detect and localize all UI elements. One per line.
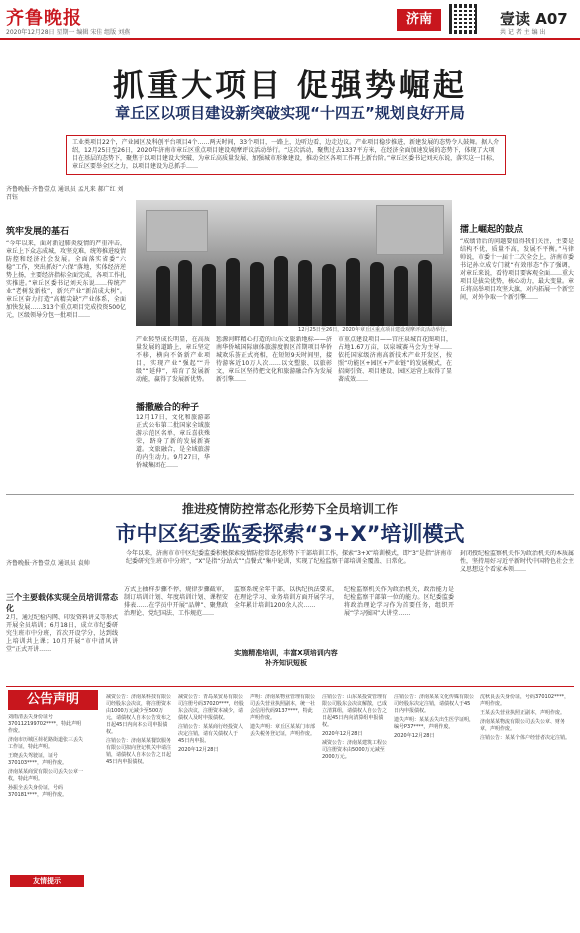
photo-person xyxy=(370,262,384,326)
second-inner-title: 实施精准培训，丰富X项培训内容补齐知识短板 xyxy=(234,649,338,667)
photo-person xyxy=(394,266,408,326)
second-col2-text: 方式上抽样步骤不停，规律步骤截审，制订培训计划、年度培训计划、课程安排表……在学员中开展“品牌”、聚焦政治理论、党纪国法、工作规范…… xyxy=(124,586,228,617)
notice-item: 沈秋良丢失身份证，号码370102****，声明作废。 xyxy=(480,694,570,707)
photo-person xyxy=(298,260,312,326)
photo-person xyxy=(178,260,192,326)
main-col3-text: 惩源河畔精心打造的山东文旅新地标——济南华侨城国际康体旅游度假区首期项目华侨城欢乐荟正式亮相，在短短9天时间里，接待游客近10万人次……以文塑旅、以旅彰文，章丘区坚持把文化和旅游融合作为发展新引擎…… xyxy=(216,336,332,383)
second-byline: 齐鲁晚报·齐鲁壹点 通讯员 袁帅 xyxy=(6,560,90,567)
main-col1-title: 筑牢发展的基石 xyxy=(6,227,70,237)
friendly-tip-label: 友情提示 xyxy=(10,875,84,887)
photo-person xyxy=(156,266,170,326)
notice-item: 减资公告：济南某建筑工程公司注册资本由5000万元减至2000万元。 xyxy=(322,740,388,760)
news-photo xyxy=(136,200,452,326)
notice-column xyxy=(106,694,172,930)
photo-person xyxy=(274,256,288,326)
notice-item: 2020年12月28日 xyxy=(322,731,363,737)
second-headline-pre: 推进疫情防控常态化形势下全员培训工作 xyxy=(181,502,398,516)
notice-item: 济南某某物流有限公司丢失公章、财务章，声明作废。 xyxy=(480,719,566,732)
main-subhead: 章丘区以项目建设新突破实现“十四五”规划良好开局 xyxy=(115,104,465,122)
photo-person xyxy=(250,262,264,326)
page-number: 壹读 A07 xyxy=(500,10,568,28)
second-col1-text: 2月，通过纪检内网、印发资料讲义等形式开展全员培训；6月18日，成立市纪委研究生班市中分班，首次开设学分，达到线上培训共上课；10月开展“市中清风讲堂”正式开讲…… xyxy=(6,614,118,653)
section-tag: 济南 xyxy=(397,9,441,31)
notice-column xyxy=(178,694,244,930)
notice-item: 注销公告：某某个体户经营者决定注销。 xyxy=(480,735,571,741)
notice-title: 公告声明 xyxy=(8,690,98,710)
main-byline: 齐鲁晚报·齐鲁壹点 通讯员 孟凡来 郝广红 刘召钰 xyxy=(6,186,124,201)
main-headline: 抓重大项目 促强势崛起 xyxy=(113,68,467,104)
notice-item: 注销公告：某某商行经投资人决定注销，请有关债权人于45日内申报。 xyxy=(178,724,244,744)
notice-item: 王晓丢失驾驶证，证号370103****，声明作废。 xyxy=(8,753,68,766)
notice-item: 减资公告：济南某科技有限公司经股东会决议，将注册资本由1000万元减少至500万元，请债权人自本公告发布之日起45日内向本公司申报债权。 xyxy=(106,694,172,735)
main-col4-text: 市重点建设项目——宫庄泉城百花图项目，占地1.67万亩，以泉城赛马会为主导……依托国家级济南高新技术产业开发区，按照“功能区+园区+产业链”的发展模式，在招商引资、项目建设、园区运营上取得了显著成效…… xyxy=(338,336,452,383)
main-lead-box: 工业类项目22个，产业园区及科创平台项目4个……两天时间，33个项目，一路上，边听边看，边走边议。产业项目稳步推进，新建发展的态势令人鼓舞。据人介绍，12月25日至26日，2020年济南市章丘区重点项目建设观摩评议活动举行。“这次活动，聚焦过去1337平方米，在经济全面加速发展的态势下，体现了大项目在基层的态势下，聚焦于以项目建设大突破、为章丘高质量发展、加强城市形象建设，推动全区各项工作再上新台阶。”章丘区委书记刘天东说，落实这一目标，章丘区要举全区之力，以项目建设为总抓手…… xyxy=(66,135,506,175)
main-col5-title: 擂上崛起的鼓点 xyxy=(460,225,524,235)
notice-item: 2020年12月28日 xyxy=(178,747,219,753)
notice-item: 遗失声明：章丘区某某门市部丢失税务登记证，声明作废。 xyxy=(250,724,316,737)
section-divider xyxy=(6,494,574,495)
photo-person xyxy=(322,264,336,326)
photo-building xyxy=(376,205,444,255)
notice-column xyxy=(480,694,574,930)
notice-divider xyxy=(6,686,574,687)
notice-item: 2020年12月28日 xyxy=(394,733,435,739)
notice-item: 济南某某商贸有限公司丢失公章一枚，特此声明。 xyxy=(8,769,84,782)
editor-line: 共 记 者 主 编 出 xyxy=(500,29,546,36)
photo-building xyxy=(146,210,208,252)
dateline: 2020年12月28日 星期一 编辑 宋佳 组版 刘燕 xyxy=(6,29,131,36)
notice-item: 刘雨清丢失身份证号370112199702****，特此声明作废。 xyxy=(8,714,82,734)
main-col2-text: 产业转型成长明显，在高质量发展的道路上，章丘坚定不移，横向不备新产业项目，实现产业“强起”“升级”“延伸”，培育了发展新动能，赢得了发展新优势。 xyxy=(136,336,210,383)
second-col5-text: 封闭授纪检监察机关作为政治机关的本质属性，坚持用好习近平新时代中国特色社会主义思想这个看家本领…… xyxy=(460,550,574,573)
main-col2-title: 播撒融合的种子 xyxy=(136,403,200,413)
photo-person xyxy=(226,258,240,326)
notice-item: 济南市历城区荷花路街道张三丢失工作证，特此声明。 xyxy=(8,737,84,750)
second-lead: 今年以来，济南市市中区纪委监委积极探索疫情防控常态化形势下干部培训工作，探索“3+X”培训模式，即“3”是指“济南市纪委研究生班市中分班”，“X”是指“分站式”“点餐式”集中轮训，实现了纪检监察干部培训全覆盖、日常化。 xyxy=(126,550,453,565)
notice-item: 声明：济南某物业管理有限公司丢失营业执照副本，统一社会信用代码9137****，特此声明作废。 xyxy=(250,694,316,721)
photo-caption: 12月25日至26日，2020年章丘区重点项目建设观摩评议活动举行。 xyxy=(298,327,450,333)
notice-column xyxy=(322,694,388,930)
notice-column xyxy=(250,694,316,930)
notice-item: 注销公告：山东某投资管理有限公司股东会决议解散，已成立清算组，请债权人自公告之日起45日内向清算组申报债权。 xyxy=(322,694,388,728)
notice-column xyxy=(394,694,474,930)
photo-person xyxy=(418,260,432,326)
photo-person xyxy=(202,264,216,326)
second-col4-text: 纪检监察机关作为政治机关，政治能力是纪检监察干部第一位的能力。区纪委监委将政治理论学习作为首要任务，组织开展“学习强国”大讲堂…… xyxy=(344,586,454,617)
second-col1-title: 三个主要载体实现全员培训常态化 xyxy=(6,593,118,613)
notice-item: 注销公告：济南某某文化传媒有限公司经股东决定注销，请债权人于45日内申报债权。 xyxy=(394,694,474,714)
notice-column xyxy=(8,714,84,870)
notice-item: 孙振全丢失身份证，号码370181****，声明作废。 xyxy=(8,785,68,798)
newspaper-logo: 齐鲁晚报 xyxy=(6,8,82,29)
main-col5-text: “成绩背后的问题要值得我们关注，主要是结构不优，质量不高，发展不平衡。”马律帅说，市委十一届十二次全会上，济南市委书记孙立成专门就“有效形态”作了强调，对章丘来说，看待项目要客观全面……重大项目是拔尖优势，核心动力，最大变量。章丘将高举项目攻坚大旗，对内拓展一个新空间，对外争取一个新引擎…… xyxy=(460,238,574,301)
main-col2-text2: 12月17日，文化和旅游部正式公布第二批国家全域旅游示范区名单，章丘喜获殊荣，跻身了新的发展新赛道。文旅融合，是全域旅游的内生动力。9月27日，华侨城集团在…… xyxy=(136,414,210,469)
second-col3-text: 监察系统全年干部，以执纪执法要求，在理论学习、业务培训方面开展学习，全年累计培训1200余人次…… xyxy=(234,586,338,609)
photo-person xyxy=(346,258,360,326)
qr-code-pattern xyxy=(453,8,475,30)
notice-item: 遗失声明：某某丢失出生医学证明，编号P37****，声明作废。 xyxy=(394,717,474,730)
notice-item: 注销公告：济南某某餐饮服务有限公司拟向登记机关申请注销，请债权人自本公告之日起45日内申报债权。 xyxy=(106,738,172,765)
main-col1-text: “今年以来，面对新冠肺炎疫情的严重冲击，章丘上下众志成城，攻坚克难，统筹推进疫情防控和经济社会发展。全面落实省委“六稳”工作，突出抓好“六保”落地，实体经济逆势上扬，主要经济指标全面完成，各项工作扎实推进。”章丘区委书记刘天东说……传统产业“老树发新枝”，新兴产业“新苗成大树”。章丘区奋力打造“高精尖缺”产业体系，全面加快发展……313个重点项目完成投资500亿元，区级领导分包一批项目…… xyxy=(6,240,126,319)
second-headline: 市中区纪委监委探索“3+X”培训模式 xyxy=(115,522,465,546)
notice-item: 王某丢失营业执照正副本，声明作废。 xyxy=(480,710,566,716)
notice-item: 减资公告：青岛某贸易有限公司注册号码37020****，经股东会决议，注册资本减少，请债权人及时申报债权。 xyxy=(178,694,244,721)
